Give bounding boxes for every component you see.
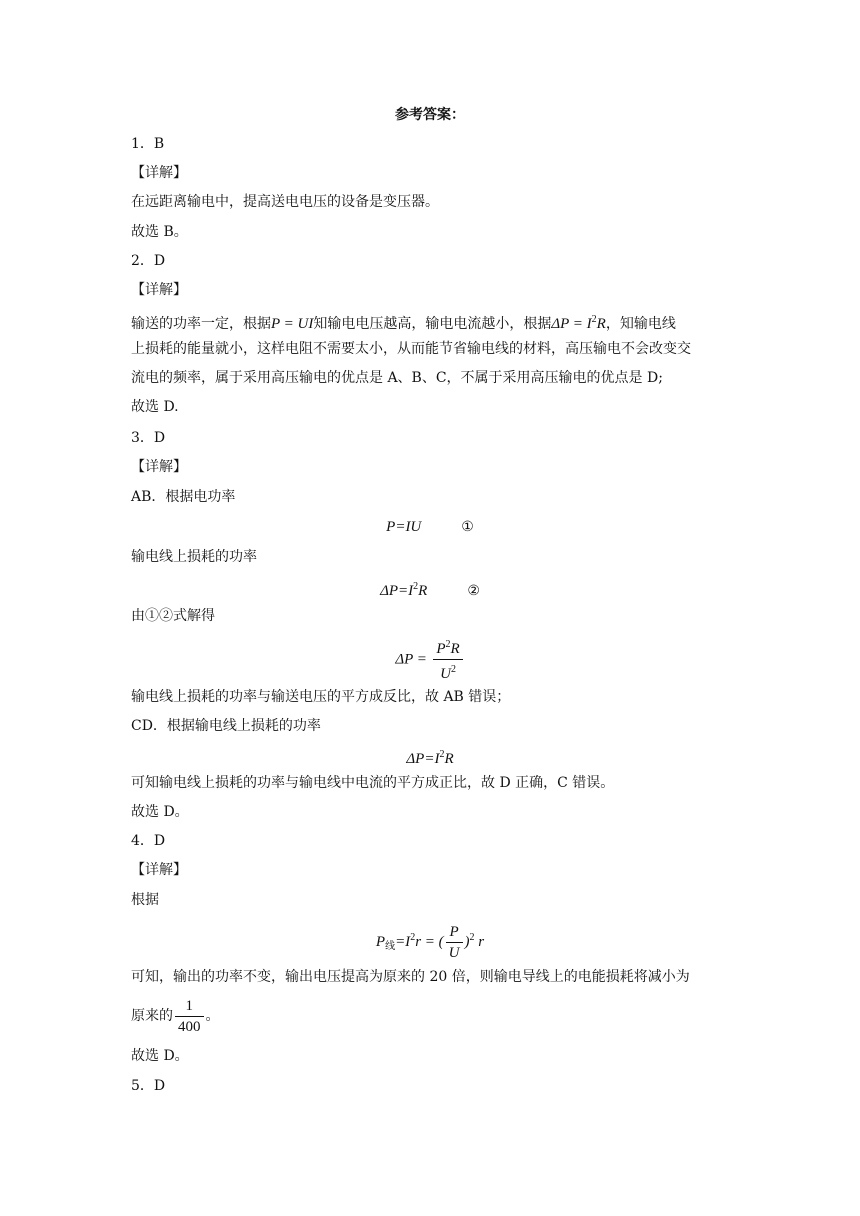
q4-choice: 故选 D。	[131, 1048, 189, 1064]
q3-conclusion-2: 可知输电线上损耗的功率与输电线中电流的平方成正比，故 D 正确，C 错误。	[131, 775, 615, 791]
q4-eq-right: )$^2$ r	[464, 932, 485, 950]
q2-detail-line-2: 上损耗的能量就小，这样电阻不需要太小，从而能节省输电线的材料，高压输电不会改变交	[131, 341, 691, 357]
q3-equation-3	[0, 637, 860, 682]
q1-choice: 故选 B。	[131, 224, 188, 240]
q4-equation	[0, 918, 860, 967]
q2-detail-line-1	[131, 311, 676, 333]
q1-detail-label: 【详解】	[131, 165, 187, 181]
q4-detail-label: 【详解】	[131, 862, 187, 878]
q4-text-a: 原来的	[131, 1008, 173, 1024]
q3-eq2-formula: $\Delta P=I^2R$	[380, 581, 428, 599]
q2-text-b: 知输电电压越高，输电电流越小，根据	[313, 316, 552, 332]
q3-eq1-mark: ①	[461, 519, 474, 535]
q4-conclusion-2	[131, 996, 220, 1036]
page-title: 参考答案：	[395, 107, 465, 123]
q5-answer-head: 5．D	[131, 1078, 166, 1094]
q2-detail-line-3: 流电的频率，属于采用高压输电的优点是 A、B、C，不属于采用高压输电的优点是 D;	[131, 370, 663, 386]
q3-answer-head: 3．D	[131, 430, 166, 446]
q3-equation-4	[0, 746, 860, 768]
q2-choice: 故选 D.	[131, 399, 179, 415]
q2-formula-p-ui: P = UI	[271, 316, 314, 332]
q2-formula-loss: $\Delta P = I^2R$	[551, 314, 606, 332]
q3-equation-1	[0, 518, 860, 536]
q4-text-b: 。	[205, 1008, 220, 1024]
q4-eq-fraction: $\frac{P}{U}$	[446, 924, 463, 961]
q3-loss-text: 输电线上损耗的功率	[131, 549, 257, 565]
q2-text-c: ，知输电线	[605, 316, 676, 332]
q3-conclusion-1: 输电线上损耗的功率与输送电压的平方成反比，故 AB 错误；	[131, 689, 511, 705]
q3-eq2-mark: ②	[467, 583, 480, 599]
q1-answer-head: 1．B	[131, 136, 165, 152]
q4-conclusion-1: 可知，输出的功率不变，输出电压提高为原来的 20 倍，则输电导线上的电能损耗将减小为	[131, 969, 690, 985]
q3-eq3-lhs: ΔP =	[395, 651, 427, 668]
q2-answer-head: 2．D	[131, 253, 166, 269]
q3-choice: 故选 D。	[131, 804, 189, 820]
q3-eq1-formula: P=IU	[386, 519, 422, 535]
q2-text-a: 输送的功率一定，根据	[131, 316, 271, 332]
q3-eq4-formula: $\Delta P=I^2R$	[406, 749, 454, 767]
q3-solve-text: 由①②式解得	[131, 608, 215, 624]
q4-basis-text: 根据	[131, 892, 159, 908]
q4-answer-head: 4．D	[131, 833, 166, 849]
q4-eq-left: $P_线=I^2r$ = (	[375, 932, 444, 952]
q3-equation-2	[0, 578, 860, 600]
q3-eq3-fraction: $\frac{P^2R}{U^2}$	[433, 637, 462, 682]
q3-detail-label: 【详解】	[131, 459, 187, 475]
q3-ab-intro: AB．根据电功率	[131, 489, 236, 505]
q2-detail-label: 【详解】	[131, 282, 187, 298]
q1-detail-text: 在远距离输电中，提高送电电压的设备是变压器。	[131, 194, 439, 210]
q4-result-fraction: $\frac{1}{400}$	[175, 998, 204, 1035]
q3-cd-intro: CD．根据输电线上损耗的功率	[131, 718, 321, 734]
